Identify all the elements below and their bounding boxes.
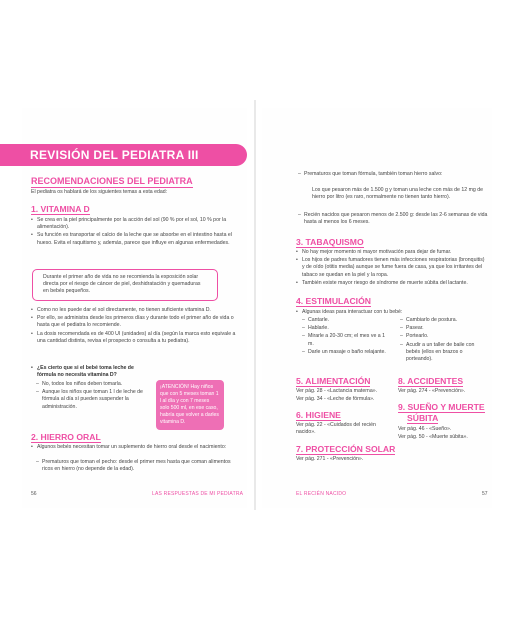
feeding-ref-2: Ver pág. 34 - «Leche de fórmula». — [296, 396, 375, 402]
formula-list — [298, 171, 488, 179]
list-item: • No hay mejor momento ni mayor motivación para dejar de fumar. — [296, 249, 488, 256]
sun-exposure-callout — [32, 269, 218, 301]
list-item: – Aunque los niños que toman 1 l de leche de fórmula al día sí pueden suspender la administración. — [36, 389, 148, 411]
list-item: – Pasear. — [400, 325, 488, 332]
right-running-footer: EL RECIÉN NACIDO — [296, 491, 347, 497]
accidents-ref: Ver pág. 274 - «Prevención». — [398, 388, 466, 394]
list-item: – Darle un masaje o baño relajante. — [302, 349, 388, 356]
list-item: • Por ello, se administra desde los primeros días y durante todo el primer año de vida o hasta que el pediatra lo recomiende. — [31, 315, 241, 329]
intro-text: El pediatra os hablará de los siguientes temas a esta edad: — [31, 189, 168, 195]
right-page-number: 57 — [482, 491, 488, 497]
vitamin-d-list — [31, 217, 241, 248]
smoking-heading: 3. TABAQUISMO — [296, 237, 364, 247]
iron-heading: 2. HIERRO ORAL — [31, 432, 101, 442]
list-item: – Portearlo. — [400, 333, 488, 340]
vitamin-d-heading: 1. VITAMINA D — [31, 204, 90, 214]
accidents-heading: 8. ACCIDENTES — [398, 376, 464, 386]
right-page — [262, 108, 492, 508]
recommendations-heading: RECOMENDACIONES DEL PEDIATRA — [31, 176, 193, 186]
banner-title: REVISIÓN DEL PEDIATRA III — [30, 148, 199, 162]
list-item: – Mirarle a 20-30 cm; el mes ve a 1 m. — [302, 333, 388, 347]
hygiene-heading: 6. HIGIENE — [296, 410, 341, 420]
list-item: – Prematuros que toman el pecho: desde el primer mes hasta que coman alimentos ricos en hierro (no depende de la edad). — [36, 459, 241, 473]
list-item: – Acudir a un taller de baile con bebés (ellos en brazos o porteando). — [400, 342, 488, 364]
list-item: • Se crea en la piel principalmente por la acción del sol (90 % por el sol, 10 % por la alimentación). — [31, 217, 241, 231]
newborn-list — [298, 212, 488, 227]
list-item: • Algunos bebés necesitan tomar un suplemento de hierro oral desde el nacimiento: — [31, 444, 241, 451]
feeding-heading: 5. ALIMENTACIÓN — [296, 376, 371, 386]
question-text: • ¿Es cierto que si el bebé toma leche de fórmula no necesita vitamina D? — [31, 365, 151, 379]
stimulation-intro — [296, 309, 488, 317]
vitamin-d-list-2 — [31, 307, 241, 346]
sleep-heading-2: SÚBITA — [407, 413, 439, 423]
left-page — [22, 108, 247, 508]
list-item: – No, todos los niños deben tomarla. — [36, 381, 148, 388]
list-item: – Cambiarlo de postura. — [400, 317, 488, 324]
callout-text: Durante el primer año de vida no se recomienda la exposición solar directa por el riesgo de cáncer de piel, deshidratación y quemaduras en bebés pequeños. — [43, 274, 201, 295]
hygiene-ref: Ver pág. 22 - «Cuidados del recién nacido». — [296, 422, 376, 436]
book-gutter — [254, 100, 256, 510]
stimulation-heading: 4. ESTIMULACIÓN — [296, 296, 371, 306]
list-item: • También existe mayor riesgo de síndrome de muerte súbita del lactante. — [296, 280, 488, 287]
feeding-ref-1: Ver pág. 28 - «Lactancia materna». — [296, 388, 378, 394]
iron-sublist — [36, 459, 241, 474]
list-item: • La dosis recomendada es de 400 UI (unidades) al día (según la marca esto equivale a una cantidad distinta, revisa el prospecto o consulta a tu pediatra). — [31, 331, 241, 345]
list-item: – Cantarle. — [302, 317, 388, 324]
answer-list — [36, 381, 148, 412]
question-block — [31, 365, 151, 380]
list-item: – Prematuros que toman fórmula, también toman hierro salvo: — [298, 171, 488, 178]
left-running-footer: LAS RESPUESTAS DE MI PEDIATRA — [152, 491, 244, 497]
section-banner — [0, 144, 247, 166]
sun-protection-heading: 7. PROTECCIÓN SOLAR — [296, 444, 396, 454]
iron-list — [31, 444, 241, 452]
list-item: • Los hijos de padres fumadores tienen más infecciones respiratorias (bronquitis) y de oído (otitis media) aunque se fume fuera de casa, ya que los irritantes del tabaco se quedan en la piel y la ropa. — [296, 257, 488, 279]
smoking-list — [296, 249, 488, 288]
stimulation-col-2 — [400, 317, 488, 364]
attention-note — [156, 380, 224, 430]
list-item: • Algunas ideas para interactuar con tu bebé: — [296, 309, 488, 316]
list-item: • Como no les puede dar el sol directamente, no tienen suficiente vitamina D. — [31, 307, 241, 314]
list-item: • Su función es transportar el calcio de la leche que se absorbe en el intestino hasta el hueso. Evita el raquitismo y, además, parece que influye en algunas enfermedades. — [31, 232, 241, 246]
sleep-heading: 9. SUEÑO Y MUERTE — [398, 402, 485, 412]
stimulation-col-1 — [302, 317, 388, 357]
attention-text: ¡ATENCIÓN! Hay niños que con 5 meses toman 1 l al día y con 7 meses solo 500 ml, en ese caso, habría que volver a darles vitamina D. — [160, 384, 219, 425]
sleep-ref-1: Ver pág. 46 - «Sueño». — [398, 426, 452, 432]
list-item: – Hablarle. — [302, 325, 388, 332]
sun-protection-ref: Ver pág. 271 - «Prevención». — [296, 456, 364, 462]
sleep-ref-2: Ver pág. 50 - «Muerte súbita». — [398, 434, 468, 440]
list-item: – Recién nacidos que pesaron menos de 2.500 g: desde las 2-6 semanas de vida hasta al menos los 6 meses. — [298, 212, 488, 226]
left-page-number: 56 — [31, 491, 37, 497]
formula-exception: Los que pesaron más de 1.500 g y toman una leche con más de 12 mg de hierro por litro (es raro, normalmente no tienen tanto hierro). — [312, 187, 484, 201]
